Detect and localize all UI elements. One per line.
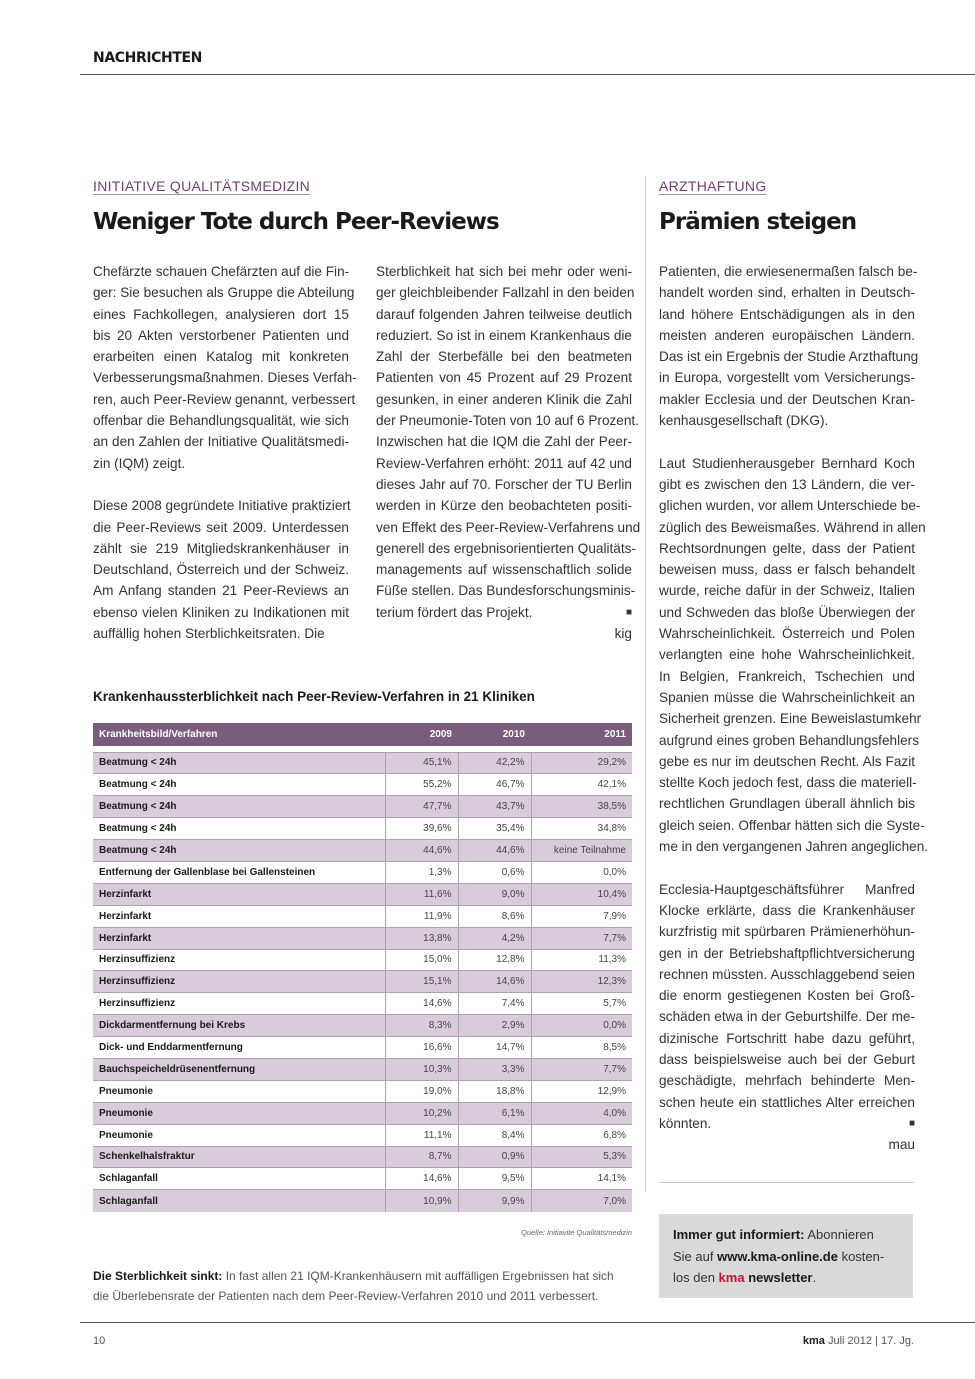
cell-condition: Dick- und Enddarmentfernung	[93, 1037, 385, 1059]
text-line: aufgrund eines groben Behandlungsfehlers	[659, 732, 919, 748]
text-line: ger gleichbleibender Fallzahl in den beiden	[376, 285, 635, 301]
text-line: Diese 2008 gegründete Initiative praktiziert	[93, 498, 351, 514]
cell-2009: 16,6%	[385, 1037, 458, 1059]
text-line: und Schweden das bloße Überwiegen der	[659, 604, 915, 620]
cell-condition: Bauchspeicheldrüsenentfernung	[93, 1058, 385, 1080]
cell-2011: 5,7%	[531, 993, 632, 1015]
text-line: geschädigte, mehrfach behinderte Men-	[659, 1073, 915, 1089]
text-line: Ecclesia-Hauptgeschäftsführer Manfred	[659, 881, 915, 897]
text-line: gen in der Betriebshaftpflichtversicherung	[659, 945, 915, 961]
table-row	[93, 840, 632, 862]
column-divider	[645, 176, 646, 1192]
cell-2010: 44,6%	[458, 840, 531, 862]
cell-2010: 46,7%	[458, 774, 531, 796]
header-2009: 2009	[385, 723, 458, 746]
cell-2011: 6,8%	[531, 1124, 632, 1146]
cell-2009: 55,2%	[385, 774, 458, 796]
text-line	[376, 602, 632, 623]
cell-2011: 0,0%	[531, 861, 632, 883]
cell-condition: Herzinsuffizienz	[93, 993, 385, 1015]
header-condition: Krankheitsbild/Verfahren	[93, 723, 385, 746]
text-line: der Pneumonie-Toten von 10 auf 6 Prozent.	[376, 413, 639, 429]
promo-newsletter: newsletter	[744, 1270, 813, 1285]
cell-2010: 14,6%	[458, 971, 531, 993]
cell-2009: 1,3%	[385, 861, 458, 883]
cell-2010: 8,6%	[458, 905, 531, 927]
cell-condition: Entfernung der Gallenblase bei Gallensteinen	[93, 861, 385, 883]
text-line: Zahl der Sterbefälle bei den beatmeten	[376, 349, 632, 365]
cell-2009: 11,6%	[385, 883, 458, 905]
cell-2009: 45,1%	[385, 752, 458, 774]
text-line: Sicherheit grenzen. Eine Beweislastumkehr	[659, 711, 922, 727]
article2-column	[659, 261, 929, 1155]
cell-condition: Herzinfarkt	[93, 927, 385, 949]
cell-2010: 42,2%	[458, 752, 531, 774]
cell-2009: 8,7%	[385, 1146, 458, 1168]
cell-condition: Beatmung < 24h	[93, 818, 385, 840]
cell-2010: 9,9%	[458, 1190, 531, 1212]
promo-brand-logo: kma	[718, 1270, 745, 1285]
cell-2009: 14,6%	[385, 993, 458, 1015]
promo-rule	[659, 1182, 914, 1183]
text-line: auffällig hohen Sterblichkeitsraten. Die	[93, 626, 325, 642]
cell-condition: Dickdarmentfernung bei Krebs	[93, 1015, 385, 1037]
article1-title: Weniger Tote durch Peer-Reviews	[93, 209, 499, 235]
text-line: ven Effekt des Peer-Review-Verfahrens und	[376, 519, 641, 535]
article1-column1	[93, 261, 357, 644]
text-line: zin (IQM) zeigt.	[93, 455, 186, 471]
text-line: ren, auch Peer-Review genannt, verbessert	[93, 391, 356, 407]
text-line-content: könnten.	[659, 1115, 712, 1131]
text-line: werden in Kürze den beobachteten positi-	[376, 498, 632, 514]
article1-column2	[376, 261, 641, 644]
text-line: beweisen muss, dass er falsch behandelt	[659, 562, 915, 578]
text-line: makler Ecclesia und der Deutschen Kran-	[659, 391, 915, 407]
cell-2011: 11,3%	[531, 949, 632, 971]
cell-2011: 38,5%	[531, 796, 632, 818]
cell-2010: 12,8%	[458, 949, 531, 971]
text-line: zählt sie 219 Mitgliedskrankenhäuser in	[93, 540, 349, 556]
footer-brand: kma	[802, 1335, 825, 1347]
text-line: schen heute ein stattliches Alter erreichen	[659, 1094, 915, 1110]
header-2010: 2010	[458, 723, 531, 746]
promo-text1: Abonnieren	[804, 1227, 874, 1242]
text-line: dizinische Fortschritt habe dazu geführt,	[659, 1030, 915, 1046]
text-line: bis 20 Akten verstorbener Patienten und	[93, 327, 349, 343]
footer-issue	[700, 1335, 914, 1347]
text-line: schäden etwa in der Geburtshilfe. Der me-	[659, 1009, 915, 1025]
table-row	[93, 1058, 632, 1080]
table-row	[93, 861, 632, 883]
cell-condition: Beatmung < 24h	[93, 774, 385, 796]
text-line: gesunken, in einer anderen Klinik die Zahl	[376, 391, 632, 407]
text-line: Deutschland, Österreich und der Schweiz.	[93, 562, 349, 578]
cell-2010: 3,3%	[458, 1058, 531, 1080]
cell-condition: Beatmung < 24h	[93, 752, 385, 774]
text-line: rechtlichen Grundlagen überall ähnlich bis	[659, 796, 915, 812]
promo-text2a: Sie auf	[673, 1248, 718, 1264]
cell-2009: 19,0%	[385, 1080, 458, 1102]
cell-2011: 12,9%	[531, 1080, 632, 1102]
cell-2010: 14,7%	[458, 1037, 531, 1059]
text-line: handelt worden sind, erhalten in Deutsch-	[659, 285, 915, 301]
promo-line2	[673, 1246, 899, 1268]
cell-2009: 10,9%	[385, 1190, 458, 1212]
cell-2010: 18,8%	[458, 1080, 531, 1102]
text-line: Review-Verfahren erhöht: 2011 auf 42 und	[376, 455, 632, 471]
text-line: Patienten, die erwiesenermaßen falsch be-	[659, 264, 918, 279]
footer-issue-text: Juli 2012 | 17. Jg.	[827, 1335, 914, 1347]
author-initials: kig	[614, 626, 632, 642]
cell-2011: 42,1%	[531, 774, 632, 796]
text-line: Am Anfang standen 21 Peer-Reviews an	[93, 583, 349, 599]
mortality-table-wrap	[93, 723, 632, 1212]
cell-condition: Pneumonie	[93, 1124, 385, 1146]
cell-2009: 10,2%	[385, 1102, 458, 1124]
cell-condition: Pneumonie	[93, 1102, 385, 1124]
table-title: Krankenhaussterblichkeit nach Peer-Review-Verfahren in 21 Kliniken	[93, 689, 535, 704]
text-line: Rechtsordnungen gelte, dass der Patient	[659, 540, 915, 556]
text-line: glichen wurden, vor allem Unterschiede be-	[659, 498, 921, 514]
text-line: an den Zahlen der Initiative Qualitätsmedi-	[93, 434, 349, 450]
cell-condition: Herzinfarkt	[93, 883, 385, 905]
text-line: Spanien müsse die Wahrscheinlichkeit an	[659, 689, 915, 705]
cell-2010: 6,1%	[458, 1102, 531, 1124]
cell-2011: 14,1%	[531, 1168, 632, 1190]
table-row	[93, 1124, 632, 1146]
table-row	[93, 796, 632, 818]
cell-2009: 10,3%	[385, 1058, 458, 1080]
text-line: verlangten eine hohe Wahrscheinlichkeit.	[659, 647, 915, 663]
text-line: reduziert. So ist in einem Krankenhaus die	[376, 327, 632, 343]
text-line: Patienten von 45 Prozent auf 29 Prozent	[376, 370, 632, 386]
promo-text3a: los den	[673, 1270, 719, 1285]
table-row	[93, 971, 632, 993]
cell-2011: 7,0%	[531, 1190, 632, 1212]
text-line: die Peer-Reviews seit 2009. Unterdessen	[93, 519, 349, 535]
header-2011: 2011	[531, 723, 632, 746]
table-row	[93, 1102, 632, 1124]
cell-2010: 8,4%	[458, 1124, 531, 1146]
table-row	[93, 818, 632, 840]
text-line: Laut Studienherausgeber Bernhard Koch	[659, 455, 915, 471]
cell-2011: 7,9%	[531, 905, 632, 927]
cell-2009: 39,6%	[385, 818, 458, 840]
cell-condition: Beatmung < 24h	[93, 796, 385, 818]
cell-2010: 9,5%	[458, 1168, 531, 1190]
cell-condition: Beatmung < 24h	[93, 840, 385, 862]
table-row	[93, 752, 632, 774]
text-line: ebenso vielen Kliniken zu Indikationen mit	[93, 604, 349, 620]
promo-bold: Immer gut informiert:	[673, 1227, 805, 1242]
table-row	[93, 993, 632, 1015]
text-line: Inzwischen hat die IQM die Zahl der Peer-	[376, 434, 632, 450]
table-caption	[93, 1267, 614, 1306]
cell-2010: 7,4%	[458, 993, 531, 1015]
cell-2009: 47,7%	[385, 796, 458, 818]
text-line: erarbeiten einen Katalog mit konkreten	[93, 349, 349, 365]
author-initials: mau	[888, 1137, 915, 1153]
table-row	[93, 1080, 632, 1102]
text-line: darauf folgenden Jahren teilweise deutlich	[376, 306, 632, 322]
text-line: Füße stellen. Das Bundesforschungsminis-	[376, 583, 636, 599]
table-body	[93, 746, 632, 1212]
cell-condition: Herzinsuffizienz	[93, 949, 385, 971]
text-line: gleich seien. Offenbar hätten sich die Syste-	[659, 817, 925, 833]
text-line: Klocke erklärte, dass die Krankenhäuser	[659, 902, 915, 918]
text-line: kurzfristig mit spürbaren Prämienerhöhun-	[659, 924, 915, 940]
cell-condition: Schlaganfall	[93, 1190, 385, 1212]
table-row	[93, 1190, 632, 1212]
footer-rule	[80, 1322, 975, 1323]
text-line: Wahrscheinlichkeit. Österreich und Polen	[659, 626, 915, 642]
end-mark-icon: ■	[625, 606, 632, 618]
text-line: Das ist ein Ergebnis der Studie Arzthaftung	[659, 349, 919, 365]
cell-2010: 43,7%	[458, 796, 531, 818]
text-line: meisten anderen europäischen Ländern.	[659, 327, 915, 343]
caption-text1: In fast allen 21 IQM-Krankenhäusern mit auffälligen Ergebnissen hat sich	[222, 1269, 614, 1283]
promo-url-link[interactable]: www.kma-online.de	[717, 1248, 838, 1264]
paragraph-gap	[659, 857, 915, 878]
table-row	[93, 1015, 632, 1037]
text-line: dass beispielsweise auch bei der Geburt	[659, 1051, 915, 1067]
text-line: die enorm gestiegenen Kosten bei Groß-	[659, 988, 915, 1004]
paragraph-gap	[659, 431, 915, 452]
cell-2011: 5,3%	[531, 1146, 632, 1168]
text-line	[659, 1113, 915, 1134]
article2-title: Prämien steigen	[659, 209, 857, 235]
table-row	[93, 905, 632, 927]
table-row	[93, 949, 632, 971]
cell-2011: 29,2%	[531, 752, 632, 774]
cell-2010: 9,0%	[458, 883, 531, 905]
table-row	[93, 1146, 632, 1168]
page-number: 10	[93, 1335, 106, 1347]
cell-2009: 44,6%	[385, 840, 458, 862]
section-label: NACHRICHTEN	[93, 50, 202, 66]
caption-line2: die Überlebensrate der Patienten nach dem Peer-Review-Verfahren 2010 und 2011 verbessert.	[93, 1288, 599, 1303]
cell-condition: Schenkelhalsfraktur	[93, 1146, 385, 1168]
article1-kicker: INITIATIVE QUALITÄTSMEDIZIN	[93, 178, 311, 194]
cell-2010: 0,9%	[458, 1146, 531, 1168]
paragraph-gap	[93, 474, 349, 495]
cell-2009: 15,0%	[385, 949, 458, 971]
text-line: stellte Koch jedoch fest, dass die materiell-	[659, 775, 917, 791]
text-line: generell des ergebnisorientierten Qualitäts-	[376, 540, 636, 556]
newsletter-promo[interactable]	[659, 1214, 913, 1298]
text-line: rechnen müssten. Ausschlaggebend seien	[659, 966, 915, 982]
text-line: wurde, reiche dafür in der Schweiz, Italien	[659, 583, 915, 599]
text-line: Sterblichkeit hat sich bei mehr oder weni-	[376, 264, 632, 279]
cell-2009: 11,1%	[385, 1124, 458, 1146]
promo-text2b: kosten-	[837, 1248, 885, 1264]
table-header-row	[93, 723, 632, 746]
caption-line1	[93, 1267, 614, 1287]
cell-2010: 0,6%	[458, 861, 531, 883]
cell-2011: 7,7%	[531, 927, 632, 949]
cell-2010: 2,9%	[458, 1015, 531, 1037]
cell-2009: 13,8%	[385, 927, 458, 949]
text-line: züglich des Beweismaßes. Während in allen	[659, 519, 926, 535]
table-row	[93, 1168, 632, 1190]
cell-2011: 0,0%	[531, 1015, 632, 1037]
cell-2011: 34,8%	[531, 818, 632, 840]
table-source: Quelle: Initiavite Qualitätsmedizin	[521, 1228, 632, 1237]
text-line: dieses Jahr auf 70. Forscher der TU Berlin	[376, 476, 632, 492]
table-row	[93, 883, 632, 905]
promo-text3b: .	[812, 1270, 817, 1285]
cell-condition: Pneumonie	[93, 1080, 385, 1102]
cell-2011: 7,7%	[531, 1058, 632, 1080]
promo-line3	[673, 1267, 899, 1289]
cell-2010: 4,2%	[458, 927, 531, 949]
cell-2009: 8,3%	[385, 1015, 458, 1037]
text-line: gebe es nur im deutschen Recht. Als Fazit	[659, 753, 915, 769]
caption-bold: Die Sterblichkeit sinkt:	[93, 1269, 223, 1283]
cell-2011: 4,0%	[531, 1102, 632, 1124]
cell-2009: 11,9%	[385, 905, 458, 927]
text-line: offenbar die Behandlungsqualität, wie sich	[93, 413, 349, 429]
cell-2011: 10,4%	[531, 883, 632, 905]
text-line: gibt es zwischen den 13 Ländern, die ver-	[659, 476, 915, 492]
mortality-table	[93, 723, 632, 1212]
text-line: in Europa, vorgestellt vom Versicherungs-	[659, 370, 915, 386]
header-rule	[80, 74, 975, 75]
cell-2011: keine Teilnahme	[531, 840, 632, 862]
end-mark-icon: ■	[908, 1117, 915, 1129]
cell-condition: Schlaganfall	[93, 1168, 385, 1190]
table-row	[93, 1037, 632, 1059]
text-line: land höhere Entschädigungen als in den	[659, 306, 915, 322]
text-line: ger: Sie besuchen als Gruppe die Abteilung	[93, 285, 355, 301]
text-line: managements auf wissenschaftlich solide	[376, 562, 632, 578]
text-line: In Belgien, Frankreich, Tschechien und	[659, 668, 915, 684]
text-line: Chefärzte schauen Chefärzten auf die Fin-	[93, 264, 350, 279]
article2-kicker: ARZTHAFTUNG	[659, 178, 767, 194]
cell-2011: 8,5%	[531, 1037, 632, 1059]
cell-2009: 15,1%	[385, 971, 458, 993]
text-line: Verbesserungsmaßnahmen. Dieses Verfah-	[93, 370, 357, 386]
text-line: eines Fachkollegen, analysieren dort 15	[93, 306, 349, 322]
cell-condition: Herzinsuffizienz	[93, 971, 385, 993]
text-line: me in den vergangenen Jahren angeglichen.	[659, 839, 929, 855]
text-line-content: terium fördert das Projekt.	[376, 604, 533, 620]
promo-line1	[673, 1224, 899, 1246]
table-row	[93, 774, 632, 796]
text-line: kenhausgesellschaft (DKG).	[659, 413, 829, 429]
table-row	[93, 927, 632, 949]
cell-2009: 14,6%	[385, 1168, 458, 1190]
cell-2010: 35,4%	[458, 818, 531, 840]
cell-condition: Herzinfarkt	[93, 905, 385, 927]
cell-2011: 12,3%	[531, 971, 632, 993]
